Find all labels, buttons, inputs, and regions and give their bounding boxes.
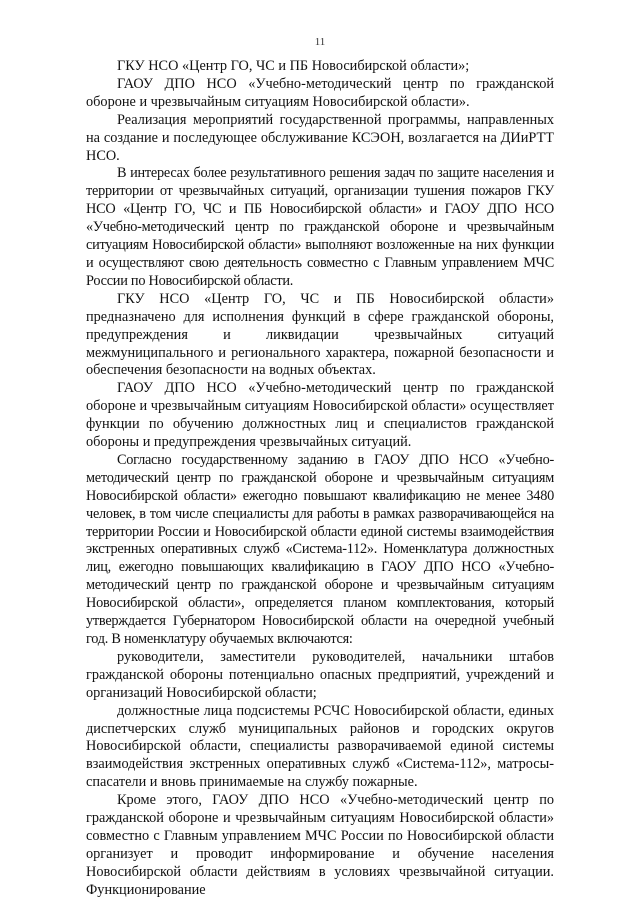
paragraph-5: ГКУ НСО «Центр ГО, ЧС и ПБ Новосибирской области» предназначено для исполнения функций в сфере гражданской обороны, предупреждения и ликвидации чрезвычайных ситуаций межмуниципального и регионального характера, пожарной безопасности и обеспечения безопасности на водных объектах. [86, 290, 554, 379]
paragraph-9: должностные лица подсистемы РСЧС Новосибирской области, единых диспетчерских служб муниципальных районов и городских округов Новосибирской области, специалисты разворачиваемой единой системы взаимодействия экстренных оперативных служб «Система-112», матросы-спасатели и вновь принимаемые на службу пожарные. [86, 702, 554, 791]
page-number: 11 [314, 36, 326, 48]
paragraph-8: руководители, заместители руководителей, начальники штабов гражданской обороны потенциально опасных предприятий, учреждений и организаций Новосибирской области; [86, 648, 554, 701]
document-body [86, 58, 554, 900]
paragraph-6: ГАОУ ДПО НСО «Учебно-методический центр по гражданской обороне и чрезвычайным ситуациям Новосибирской области» осуществляет функции по обучению должностных лиц и специалистов гражданской обороны и предупреждения чрезвычайных ситуаций. [86, 380, 554, 451]
paragraph-7: Согласно государственному заданию в ГАОУ ДПО НСО «Учебно-методический центр по гражданской обороне и чрезвычайным ситуациям Новосибирской области» ежегодно повышают квалификацию не менее 3480 человек, в том числе специалисты для работы в рамках разворачивающейся на территории России и Новосибирской области единой системы взаимодействия экстренных оперативных служб «Система-112». Номенклатура должностных лиц, ежегодно повышающих квалификацию в ГАОУ ДПО НСО «Учебно-методический центр по гражданской обороне и чрезвычайным ситуациям Новосибирской области», определяется планом комплектования, который утверждается Губернатором Новосибирской области на очередной учебный год. В номенклатуру обучаемых включаются: [86, 451, 554, 647]
paragraph-2: ГАОУ ДПО НСО «Учебно-методический центр по гражданской обороне и чрезвычайным ситуациям Новосибирской области». [86, 75, 554, 110]
paragraph-1: ГКУ НСО «Центр ГО, ЧС и ПБ Новосибирской области»; [117, 58, 470, 74]
paragraph-10: Кроме этого, ГАОУ ДПО НСО «Учебно-методический центр по гражданской обороне и чрезвычайным ситуациям Новосибирской области» совместно с Главным управлением МЧС России по Новосибирской области организует и проводит информирование и обучение населения Новосибирской области действиям в условиях чрезвычайной ситуации. Функционирование [86, 792, 554, 898]
paragraph-4: В интересах более результативного решения задач по защите населения и территории от чрезвычайных ситуаций, организации тушения пожаров ГКУ НСО «Центр ГО, ЧС и ПБ Новосибирской области» и ГАОУ ДПО НСО «Учебно-методический центр по гражданской обороне и чрезвычайным ситуациям Новосибирской области» выполняют возложенные на них функции и осуществляют свою деятельность совместно с Главным управлением МЧС России по Новосибирской области. [86, 165, 554, 289]
paragraph-3: Реализация мероприятий государственной программы, направленных на создание и последующее обслуживание КСЭОН, возлагается на ДИиРТТ НСО. [86, 111, 554, 164]
